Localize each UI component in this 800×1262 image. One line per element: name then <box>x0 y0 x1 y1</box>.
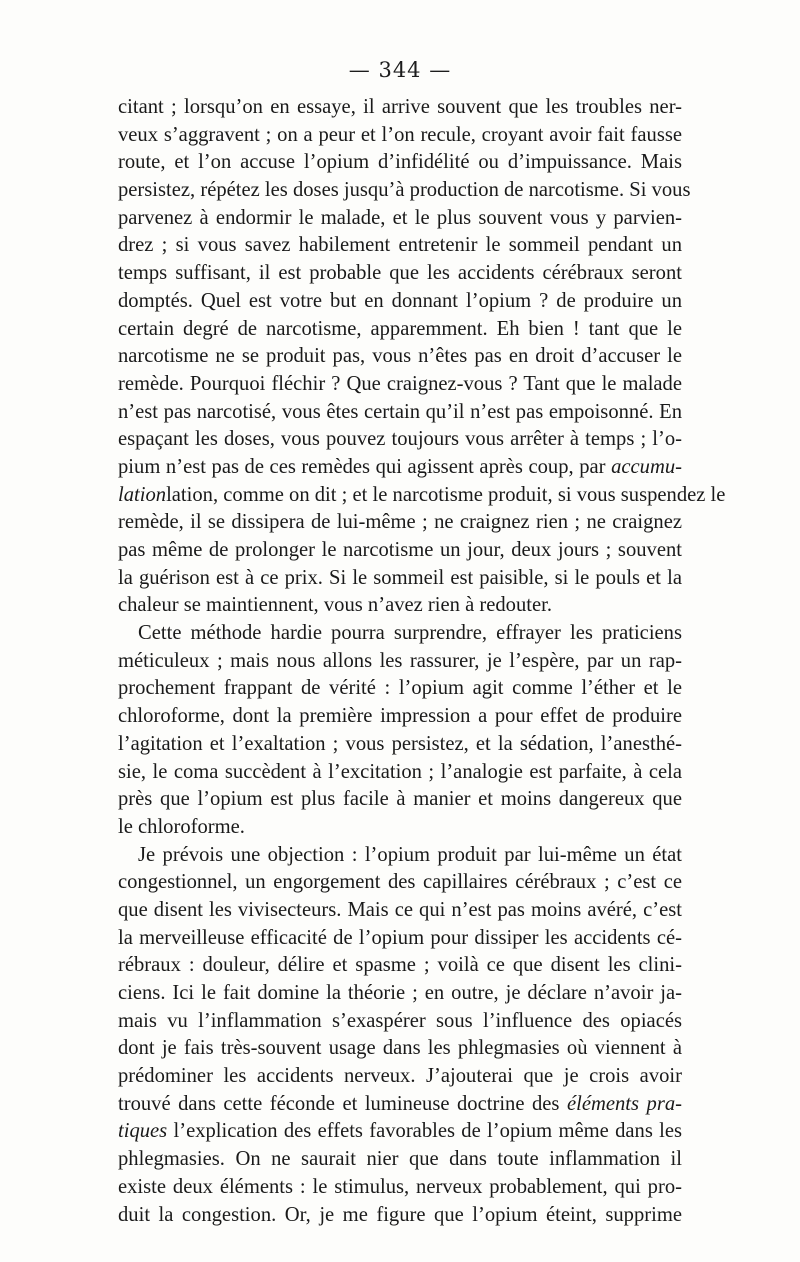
text-line <box>118 454 682 482</box>
text-line: Cette méthode hardie pourra surprendre, effrayer les praticiens <box>138 622 682 645</box>
text-line: méticuleux ; mais nous allons les rassurer, je l’espère, par un rap- <box>118 649 682 672</box>
text-line: la merveilleuse efficacité de l’opium pour dissiper les accidents cé- <box>118 926 682 949</box>
page-number: — 344 — <box>348 58 452 82</box>
text-line <box>118 1118 682 1146</box>
text-segment: lation, comme on dit ; et le narcotisme produit, si vous suspendez le <box>166 483 726 506</box>
text-line: certain degré de narcotisme, apparemment. Eh bien ! tant que le <box>118 317 682 340</box>
text-line <box>118 482 726 510</box>
text-line: remède. Pourquoi fléchir ? Que craignez-vous ? Tant que le malade <box>118 372 682 395</box>
italic-term-continued: lation <box>118 483 167 506</box>
text-line: drez ; si vous savez habilement entretenir le sommeil pendant un <box>118 234 682 257</box>
text-line: temps suffisant, il est probable que les accidents cérébraux seront <box>118 262 682 285</box>
text-line: le chloroforme. <box>118 815 245 838</box>
text-line: prédominer les accidents nerveux. J’ajouterai que je crois avoir <box>118 1065 682 1088</box>
text-line: que disent les vivisecteurs. Mais ce qui n’est pas moins avéré, c’est <box>118 898 682 921</box>
text-segment: l’explication des effets favorables de l’opium même dans les <box>167 1120 682 1143</box>
text-line: narcotisme ne se produit pas, vous n’êtes pas en droit d’accuser le <box>118 345 682 368</box>
text-line: existe deux éléments : le stimulus, nerveux probablement, qui pro- <box>118 1175 682 1198</box>
text-line: citant ; lorsqu’on en essaye, il arrive souvent que les troubles ner- <box>118 96 682 118</box>
text-line: chaleur se maintiennent, vous n’avez rien à redouter. <box>118 594 553 617</box>
text-segment: pium n’est pas de ces remèdes qui agissent après coup, par <box>118 455 612 478</box>
body-text <box>118 94 726 1229</box>
text-line: pas même de prolonger le narcotisme un jour, deux jours ; souvent <box>118 539 682 561</box>
italic-term: accumu- <box>611 455 682 478</box>
text-line: la guérison est à ce prix. Si le sommeil est paisible, si le pouls et la <box>118 566 682 589</box>
text-line: parvenez à endormir le malade, et le plus souvent vous y parvien- <box>118 206 682 229</box>
text-segment: trouvé dans cette féconde et lumineuse doctrine des <box>118 1092 567 1115</box>
text-line: remède, il se dissipera de lui-même ; ne craignez rien ; ne craignez <box>118 511 682 534</box>
paragraph-2 <box>118 620 682 842</box>
text-line: prochement frappant de vérité : l’opium agit comme l’éther et le <box>118 677 682 700</box>
text-line <box>118 1091 682 1119</box>
paragraph-3 <box>118 842 682 1230</box>
italic-term: éléments pra- <box>566 1092 682 1115</box>
text-line: n’est pas narcotisé, vous êtes certain qu’il n’est pas empoisonné. En <box>118 400 682 423</box>
italic-term-continued: tiques <box>118 1120 168 1143</box>
text-line: Je prévois une objection : l’opium produit par lui-même un état <box>138 843 682 866</box>
text-line: route, et l’on accuse l’opium d’infidélité ou d’impuissance. Mais <box>118 151 682 174</box>
text-line: veux s’aggravent ; on a peur et l’on recule, croyant avoir fait fausse <box>118 123 682 146</box>
text-line: ciens. Ici le fait domine la théorie ; en outre, je déclare n’avoir ja- <box>118 982 682 1004</box>
text-line: phlegmasies. On ne saurait nier que dans toute inflammation il <box>118 1148 682 1171</box>
text-line: sie, le coma succèdent à l’excitation ; l’analogie est parfaite, à cela <box>118 760 682 783</box>
text-line: dont je fais très-souvent usage dans les phlegmasies où viennent à <box>118 1037 682 1060</box>
paragraph-1 <box>118 94 726 620</box>
text-line: mais vu l’inflammation s’exaspérer sous l’influence des opiacés <box>118 1009 682 1032</box>
text-line: congestionnel, un engorgement des capillaires cérébraux ; c’est ce <box>118 871 682 894</box>
text-line: chloroforme, dont la première impression a pour effet de produire <box>118 705 682 728</box>
text-line: espaçant les doses, vous pouvez toujours vous arrêter à temps ; l’o- <box>118 428 682 451</box>
text-line: domptés. Quel est votre but en donnant l’opium ? de produire un <box>118 289 682 312</box>
text-line: persistez, répétez les doses jusqu’à production de narcotisme. Si vous <box>118 179 691 202</box>
text-line: près que l’opium est plus facile à manier et moins dangereux que <box>118 788 682 811</box>
text-line: l’agitation et l’exaltation ; vous persistez, et la sédation, l’anesthé- <box>118 732 682 755</box>
text-line: rébraux : douleur, délire et spasme ; voilà ce que disent les clini- <box>118 954 682 977</box>
text-line: duit la congestion. Or, je me figure que l’opium éteint, supprime <box>118 1203 682 1226</box>
